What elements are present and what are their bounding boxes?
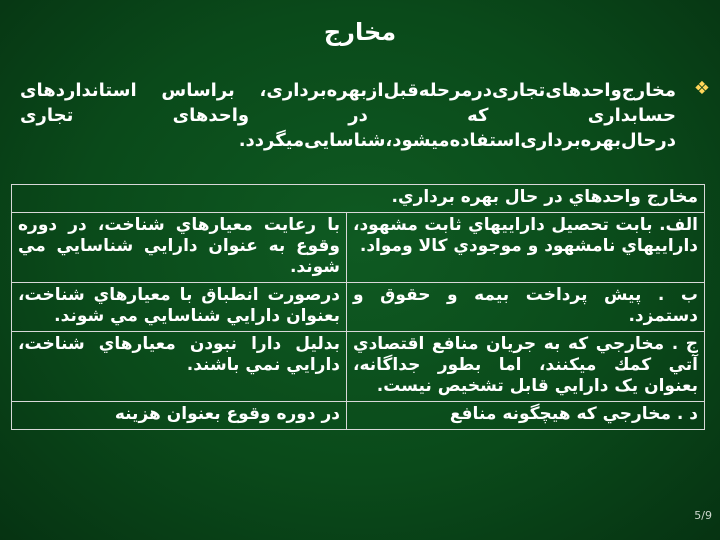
- treatment-cell: با رعايت معيارهاي شناخت، در دوره وقوع به عنوان دارايي شناسايي مي شوند.: [12, 213, 347, 283]
- table-header-cell: مخارج واحدهاي در حال بهره برداري.: [12, 185, 705, 213]
- expenses-table: [11, 184, 705, 430]
- diamond-bullet-icon: ❖: [693, 78, 710, 99]
- bullet-paragraph: [20, 78, 710, 153]
- expense-item-cell: ب . پيش پرداخت بيمه و حقوق و دستمزد.: [347, 283, 705, 332]
- expense-item-cell: ج . مخارجي كه به جريان منافع اقتصادي آتي كمك ميكنند، اما بطور جداگانه، بعنوان يک دارايي قابل تشخيص نيست.: [347, 332, 705, 402]
- table-row: [12, 213, 705, 283]
- expense-item-cell: د . مخارجي كه هيچگونه منافع: [347, 402, 705, 430]
- table-row: [12, 402, 705, 430]
- table-header-row: [12, 185, 705, 213]
- treatment-cell: درصورت انطباق با معيارهاي شناخت، بعنوان دارايي شناسايي مي شوند.: [12, 283, 347, 332]
- table-row: [12, 283, 705, 332]
- bullet-text: مخارج‌واحدهای‌تجاری‌درمرحله‌قبل‌ازبهره‌برداری، براساس استانداردهای حسابداری که در واحدهای تجاری درحال‌بهره‌برداری‌استفاده‌میشود،شناسایی‌میگردد.: [20, 80, 676, 151]
- treatment-cell: در دوره وقوع بعنوان هزينه: [12, 402, 347, 430]
- table-row: [12, 332, 705, 402]
- treatment-cell: بدليل دارا نبودن معيارهاي شناخت، دارايي نمي باشند.: [12, 332, 347, 402]
- slide-title: مخارج: [323, 18, 397, 46]
- page-number: 5/9: [694, 509, 712, 522]
- expense-item-cell: الف. بابت تحصيل داراييهاي ثابت مشهود، داراييهاي نامشهود و موجودي كالا ومواد.: [347, 213, 705, 283]
